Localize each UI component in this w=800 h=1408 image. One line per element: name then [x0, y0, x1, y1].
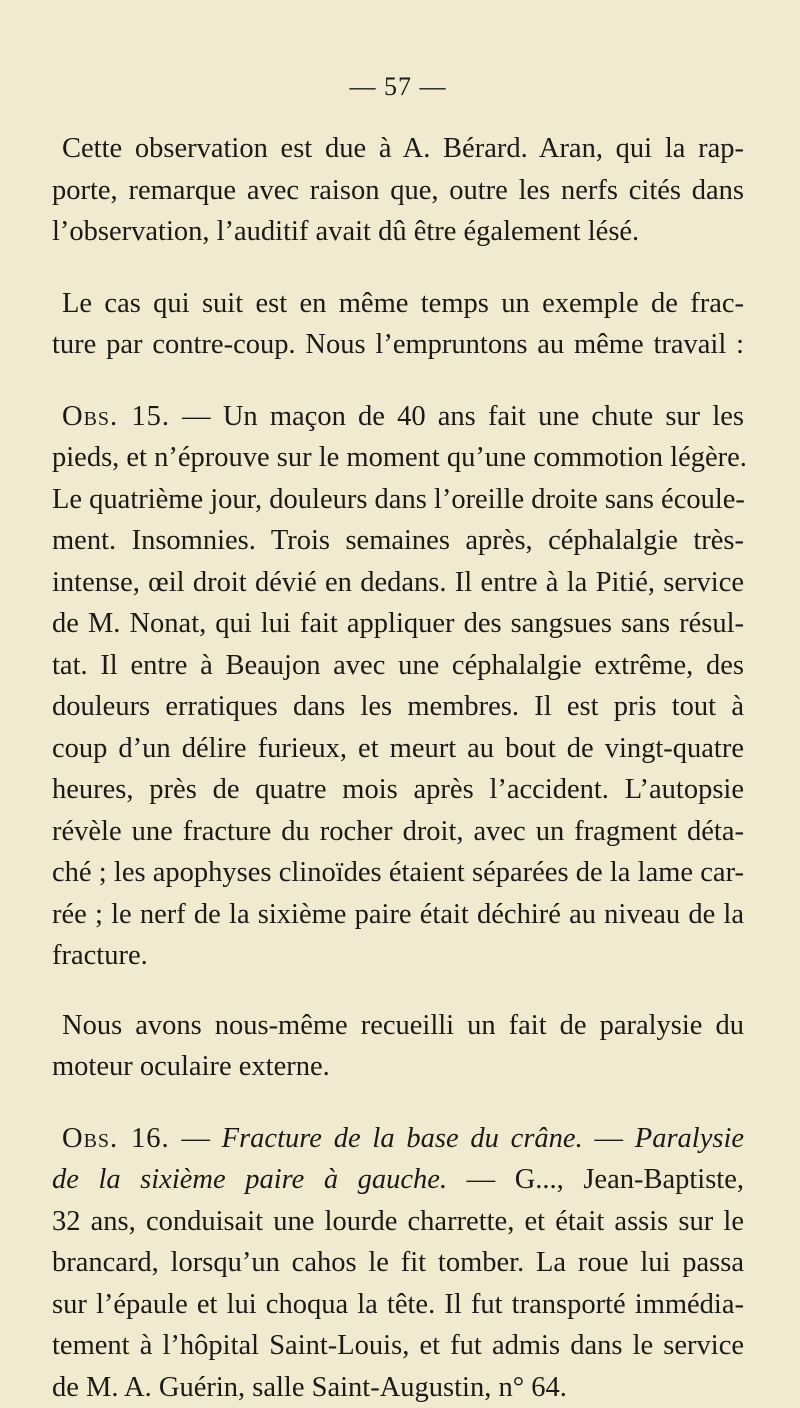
text-line: Obs. 16. — Fracture de la base du crâne. — Paralysie: [52, 1118, 744, 1160]
text-line: [52, 1159, 744, 1201]
text-line: Le quatrième jour, douleurs dans l’oreille droite sans écoule-: [52, 479, 744, 521]
page-number: — 57 —: [52, 62, 744, 112]
paragraph-paralysie: [52, 1005, 744, 1088]
text-line: douleurs erratiques dans les membres. Il est pris tout à: [52, 686, 744, 728]
text-line: l’observation, l’auditif avait dû être également lésé.: [52, 211, 744, 253]
text-line: Nous avons nous-même recueilli un fait de paralysie du: [52, 1005, 744, 1047]
observation-text: — Un maçon de 40 ans fait une chute sur les: [170, 401, 744, 432]
text-line: [52, 396, 744, 438]
paragraph-contre-coup: [52, 283, 744, 366]
text-line: heures, près de quatre mois après l’accident. L’autopsie: [52, 769, 744, 811]
observation-title: Fracture de la base du crâne.: [222, 1123, 583, 1154]
text-line: pieds, et n’éprouve sur le moment qu’une commotion légère.: [52, 437, 744, 479]
text-line: rée ; le nerf de la sixième paire était déchiré au niveau de la: [52, 894, 744, 936]
observation-title: Paralysie: [635, 1123, 744, 1154]
text-line: Cette observation est due à A. Bérard. Aran, qui la rap-: [52, 128, 744, 170]
text-line: intense, œil droit dévié en dedans. Il entre à la Pitié, service: [52, 562, 744, 604]
text-line: ture par contre-coup. Nous l’empruntons au même travail :: [52, 324, 744, 366]
observation-text: — G..., Jean-Baptiste,: [447, 1164, 744, 1195]
text-line: ché ; les apophyses clinoïdes étaient séparées de la lame car-: [52, 852, 744, 894]
observation-title: de la sixième paire à gauche.: [52, 1164, 447, 1195]
text-line: fracture.: [52, 935, 744, 977]
text-line: brancard, lorsqu’un cahos le fit tomber. La roue lui passa: [52, 1242, 744, 1284]
text-line: Le cas qui suit est en même temps un exemple de frac-: [52, 283, 744, 325]
paragraph-bérard-observation: [52, 128, 744, 253]
observation-label: Obs. 15.: [62, 401, 170, 432]
text-line: porte, remarque avec raison que, outre les nerfs cités dans: [52, 170, 744, 212]
observation-15: [52, 396, 744, 977]
text-line: tat. Il entre à Beaujon avec une céphalalgie extrême, des: [52, 645, 744, 687]
text-line: ment. Insomnies. Trois semaines après, céphalalgie très-: [52, 520, 744, 562]
observation-16: [52, 1118, 744, 1408]
text-line: moteur oculaire externe.: [52, 1046, 744, 1088]
observation-label: Obs. 16.: [62, 1123, 170, 1154]
text-line: de M. A. Guérin, salle Saint-Augustin, n° 64.: [52, 1367, 744, 1408]
text-line: coup d’un délire furieux, et meurt au bout de vingt-quatre: [52, 728, 744, 770]
text-line: tement à l’hôpital Saint-Louis, et fut admis dans le service: [52, 1325, 744, 1367]
text-line: sur l’épaule et lui choqua la tête. Il fut transporté immédia-: [52, 1284, 744, 1326]
text-line: révèle une fracture du rocher droit, avec un fragment déta-: [52, 811, 744, 853]
text-line: de M. Nonat, qui lui fait appliquer des sangsues sans résul-: [52, 603, 744, 645]
text-line: 32 ans, conduisait une lourde charrette, et était assis sur le: [52, 1201, 744, 1243]
